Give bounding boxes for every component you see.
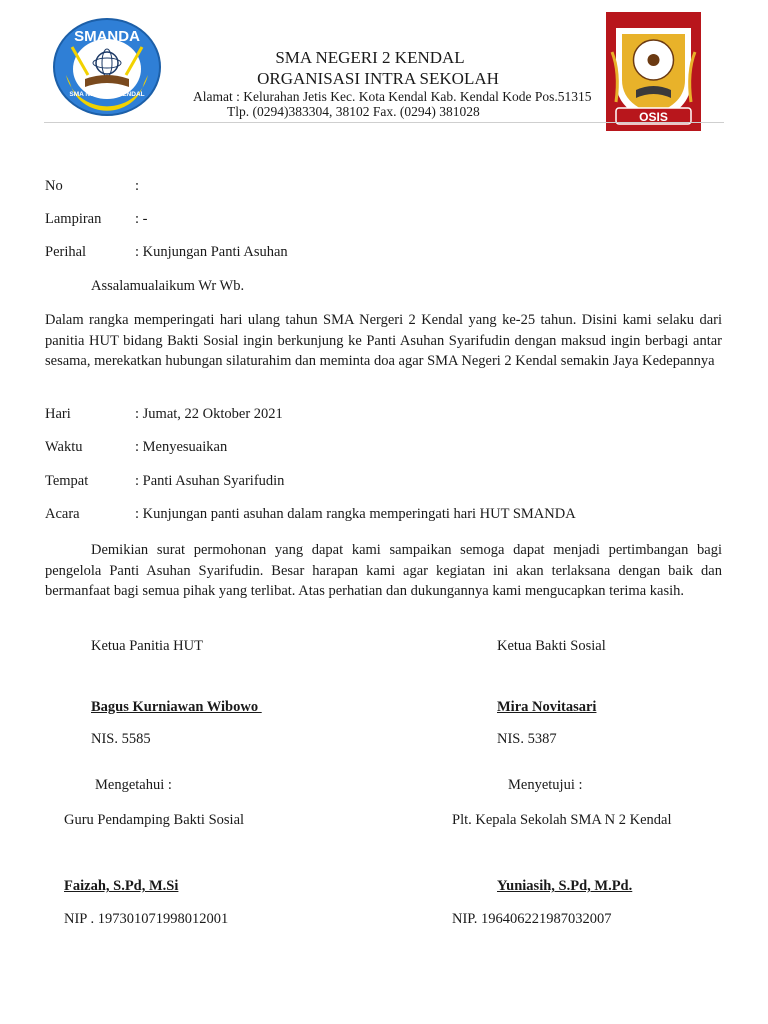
approval-left-label: Mengetahui : <box>95 777 172 793</box>
signer-left-name: Bagus Kurniawan Wibowo <box>91 699 262 715</box>
meta-label-lampiran: Lampiran <box>45 211 102 227</box>
school-address: Alamat : Kelurahan Jetis Kec. Kota Kendal Kab. Kendal Kode Pos.51315 <box>193 89 592 104</box>
signer-right2-name: Yuniasih, S.Pd, M.Pd. <box>497 878 633 894</box>
closing-paragraph: Demikian surat permohonan yang dapat kami sampaikan semoga dapat menjadi pertimbangan bagi pengelola Panti Asuhan Syarifudin. Besar harapan kami agar kegiatan ini akan terlaksana dengan baik dan bermanfaat bagi semua pihak yang terlibat. Atas perhatian dan dukungannya kami mengucapkan terima kasih. <box>45 542 722 599</box>
smanda-logo <box>52 17 162 119</box>
signer-right2-id: NIP. 196406221987032007 <box>452 911 612 927</box>
detail-label-tempat: Tempat <box>45 473 89 489</box>
school-phone: Tlp. (0294)383304, 38102 Fax. (0294) 381028 <box>227 104 480 119</box>
meta-value-perihal: : Kunjungan Panti Asuhan <box>135 244 288 260</box>
body-paragraph: Dalam rangka memperingati hari ulang tahun SMA Nergeri 2 Kendal yang ke-25 tahun. Disini kami selaku dari panitia HUT bidang Bakti Sosial ingin berkunjung ke Panti Asuhan Syarifudin dengan maksud ingin berbagi antar sesama, merekatkan hubungan silaturahim dan meminta doa agar SMA Negeri 2 Kendal semakin Jaya Kedepannya <box>45 312 722 369</box>
detail-value-tempat: : Panti Asuhan Syarifudin <box>135 473 285 489</box>
detail-value-hari: : Jumat, 22 Oktober 2021 <box>135 406 283 422</box>
signer-right-role: Ketua Bakti Sosial <box>497 638 606 654</box>
smanda-logo-subtext: SMA NEGERI 2 KENDAL <box>69 91 145 98</box>
meta-label-perihal: Perihal <box>45 244 87 260</box>
signer-right-id: NIS. 5387 <box>497 731 557 747</box>
signer-right-name: Mira Novitasari <box>497 699 597 715</box>
signer-left-id: NIS. 5585 <box>91 731 151 747</box>
header-divider <box>44 122 724 123</box>
signer-left2-role: Guru Pendamping Bakti Sosial <box>64 812 245 828</box>
meta-value-lampiran: : - <box>135 211 148 227</box>
smanda-logo-text: SMANDA <box>74 28 140 45</box>
detail-value-acara: : Kunjungan panti asuhan dalam rangka memperingati hari HUT SMANDA <box>135 506 576 522</box>
signer-right2-role: Plt. Kepala Sekolah SMA N 2 Kendal <box>452 812 672 828</box>
meta-label-no: No <box>45 178 63 194</box>
signer-left2-id: NIP . 197301071998012001 <box>64 911 229 927</box>
detail-label-hari: Hari <box>45 406 71 422</box>
detail-label-acara: Acara <box>45 506 80 522</box>
detail-label-waktu: Waktu <box>45 439 83 455</box>
signer-left2-name: Faizah, S.Pd, M.Si <box>64 878 179 894</box>
organization-name: ORGANISASI INTRA SEKOLAH <box>257 69 499 88</box>
greeting: Assalamualaikum Wr Wb. <box>91 278 245 294</box>
approval-right-label: Menyetujui : <box>508 777 583 793</box>
signer-left-role: Ketua Panitia HUT <box>91 638 203 654</box>
osis-logo-text: OSIS <box>639 110 668 124</box>
school-name: SMA NEGERI 2 KENDAL <box>275 48 465 67</box>
detail-value-waktu: : Menyesuaikan <box>135 439 228 455</box>
meta-value-no: : <box>135 178 140 194</box>
